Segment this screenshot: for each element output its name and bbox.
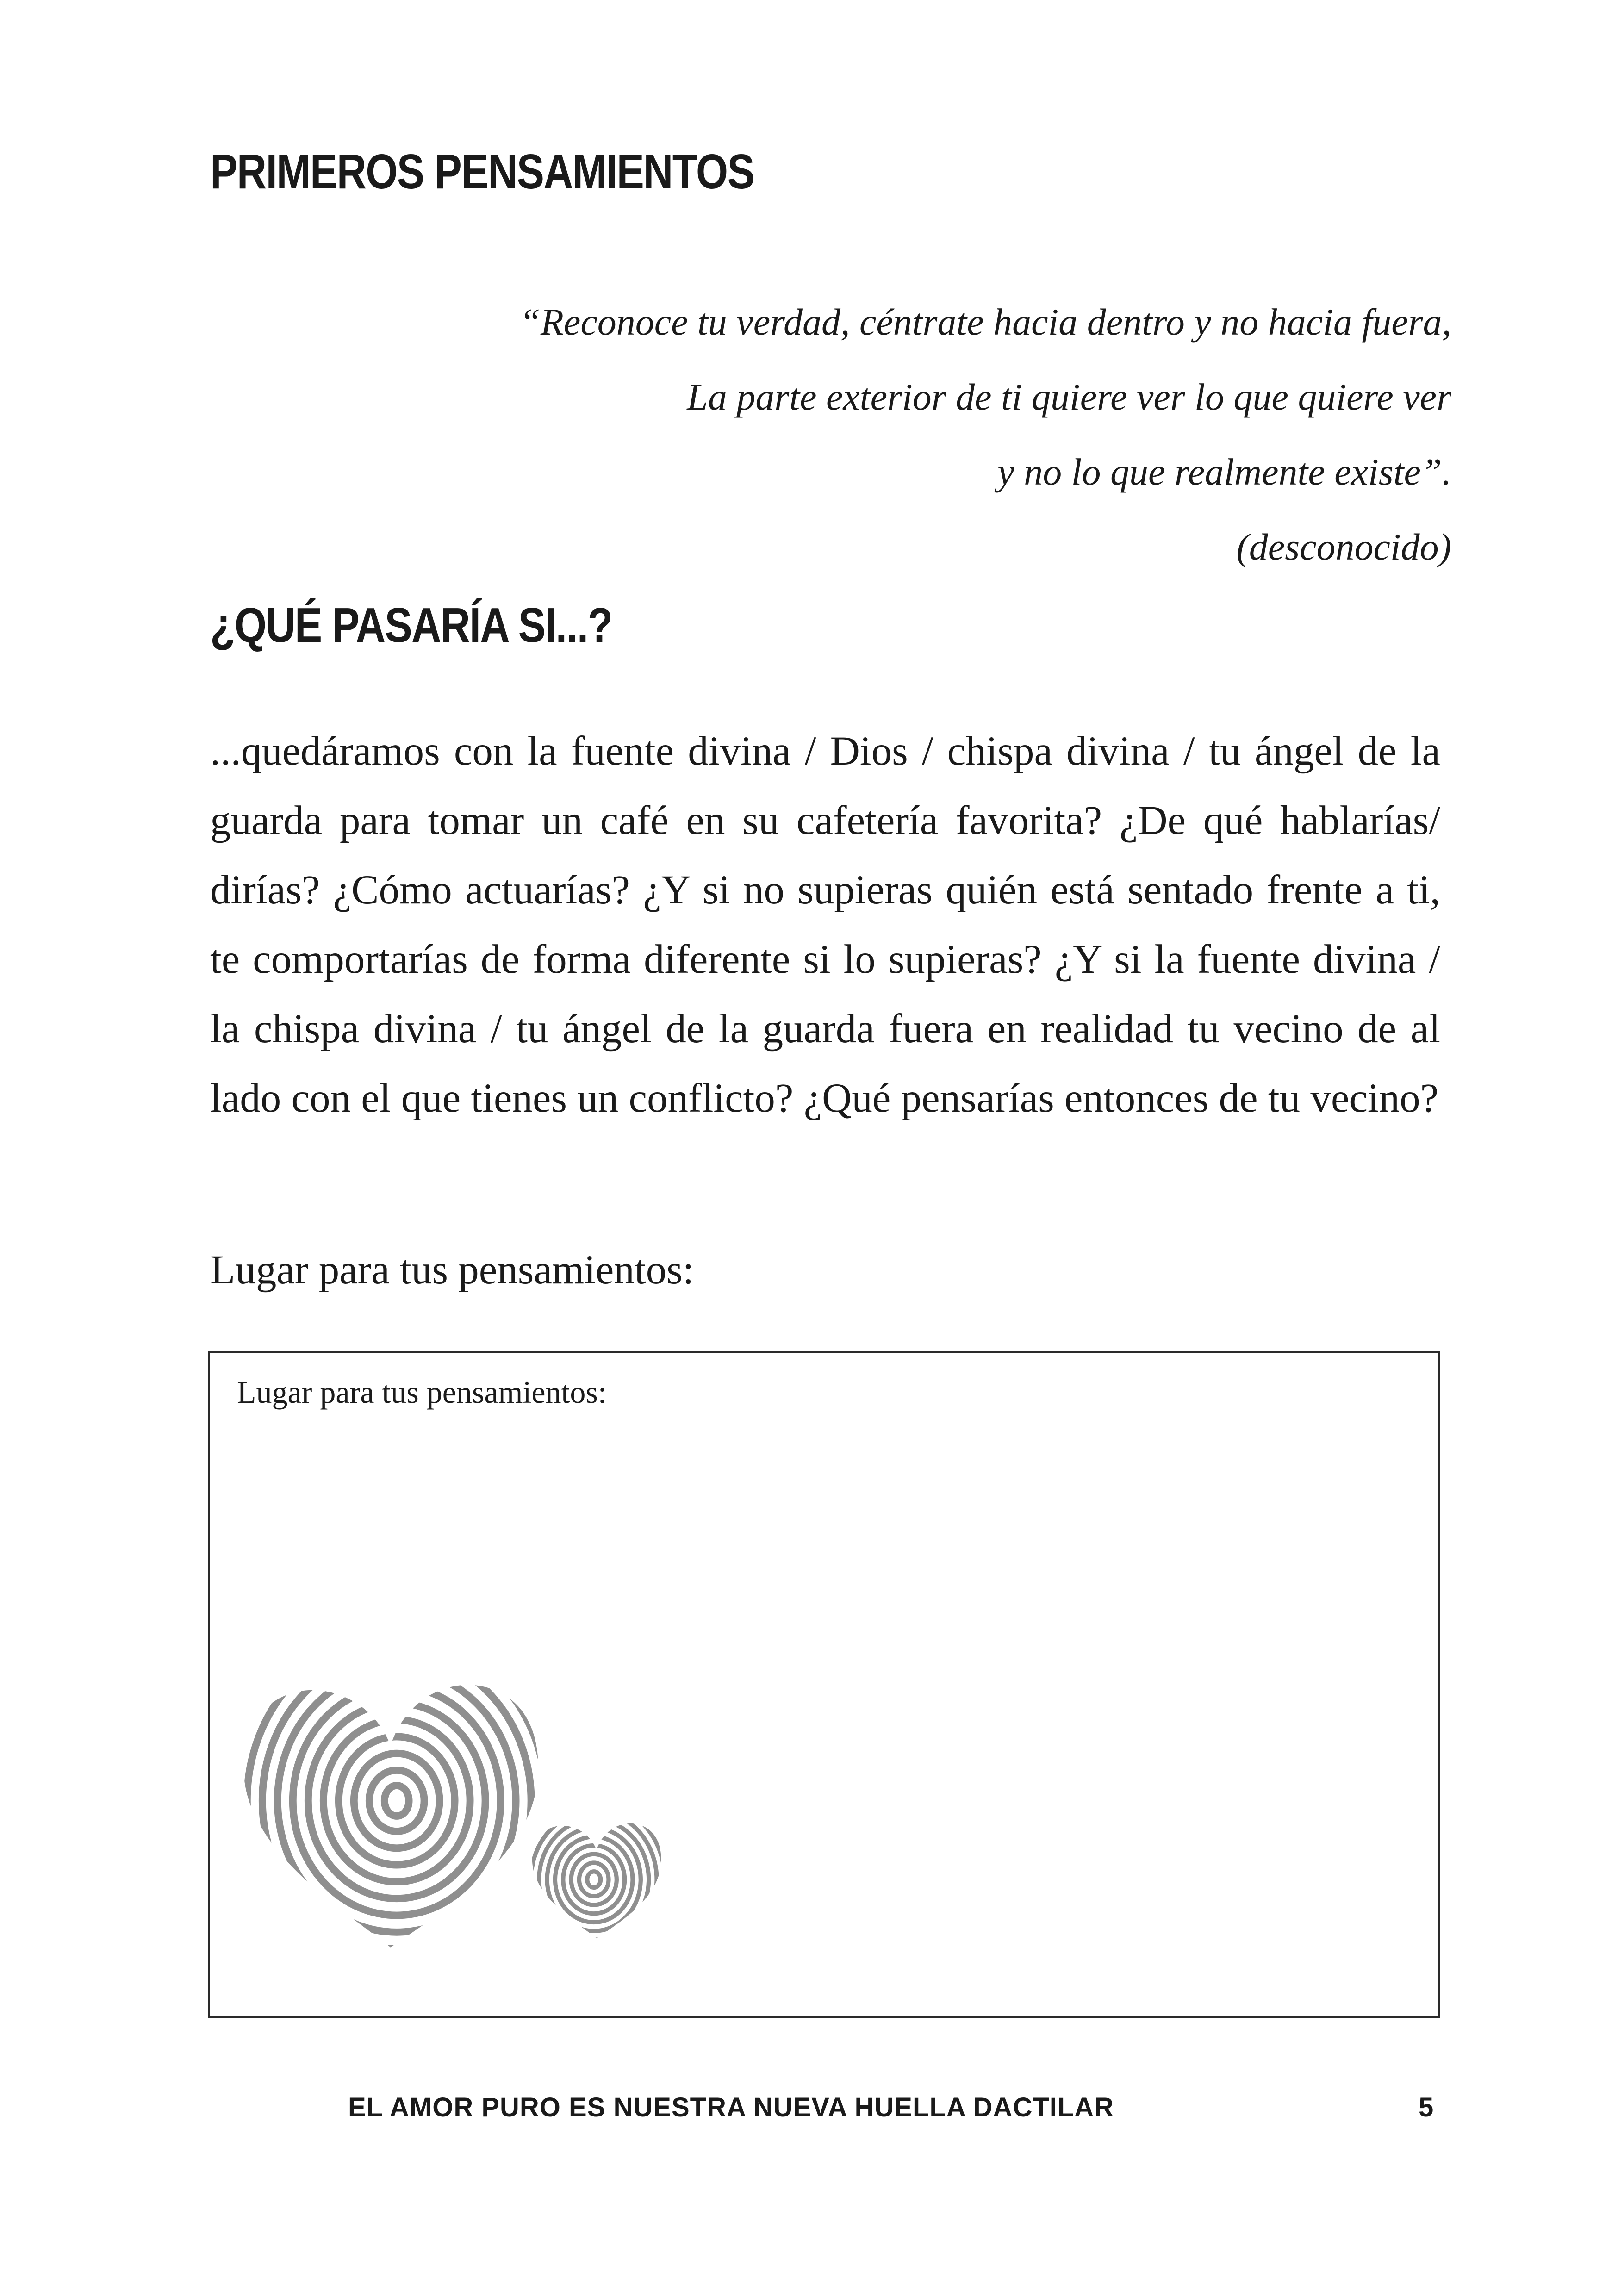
quote-line: La parte exterior de ti quiere ver lo que quiere ver bbox=[687, 376, 1451, 418]
fingerprint-heart-small-icon bbox=[529, 1821, 664, 1941]
notes-box[interactable] bbox=[208, 1351, 1440, 2018]
notes-box-label: Lugar para tus pensamientos: bbox=[237, 1375, 607, 1410]
fingerprint-heart-icon bbox=[238, 1677, 543, 1955]
quote-attribution: (desconocido) bbox=[1236, 526, 1451, 568]
body-paragraph: ...quedáramos con la fuente divina / Dios / chispa divina / tu ángel de la guarda para tomar un café en su cafetería favorita? ¿De qué hablarías/ dirías? ¿Cómo actuarías? ¿Y si no supieras quién está sentado frente a ti, te comportarías de forma diferente si lo supieras? ¿Y si la fuente divina / la chispa divina / tu ángel de la guarda fuera en realidad tu vecino de al lado con el que tienes un conflicto? ¿Qué pensarías entonces de tu vecino? bbox=[210, 728, 1440, 1121]
quote-line: “Reconoce tu verdad, céntrate hacia dentro y no hacia fuera, bbox=[519, 301, 1451, 343]
thoughts-prompt: Lugar para tus pensamientos: bbox=[210, 1247, 694, 1293]
section-heading-primeros-pensamientos: PRIMEROS PENSAMIENTOS bbox=[210, 144, 754, 199]
section-heading-que-pasaria-si: ¿QUÉ PASARÍA SI...? bbox=[210, 598, 612, 653]
quote-line: y no lo que realmente existe”. bbox=[997, 451, 1451, 493]
footer-book-title: EL AMOR PURO ES NUESTRA NUEVA HUELLA DACTILAR bbox=[348, 2092, 1114, 2122]
epigraph-quote bbox=[519, 285, 1451, 585]
page-number: 5 bbox=[1419, 2092, 1434, 2122]
